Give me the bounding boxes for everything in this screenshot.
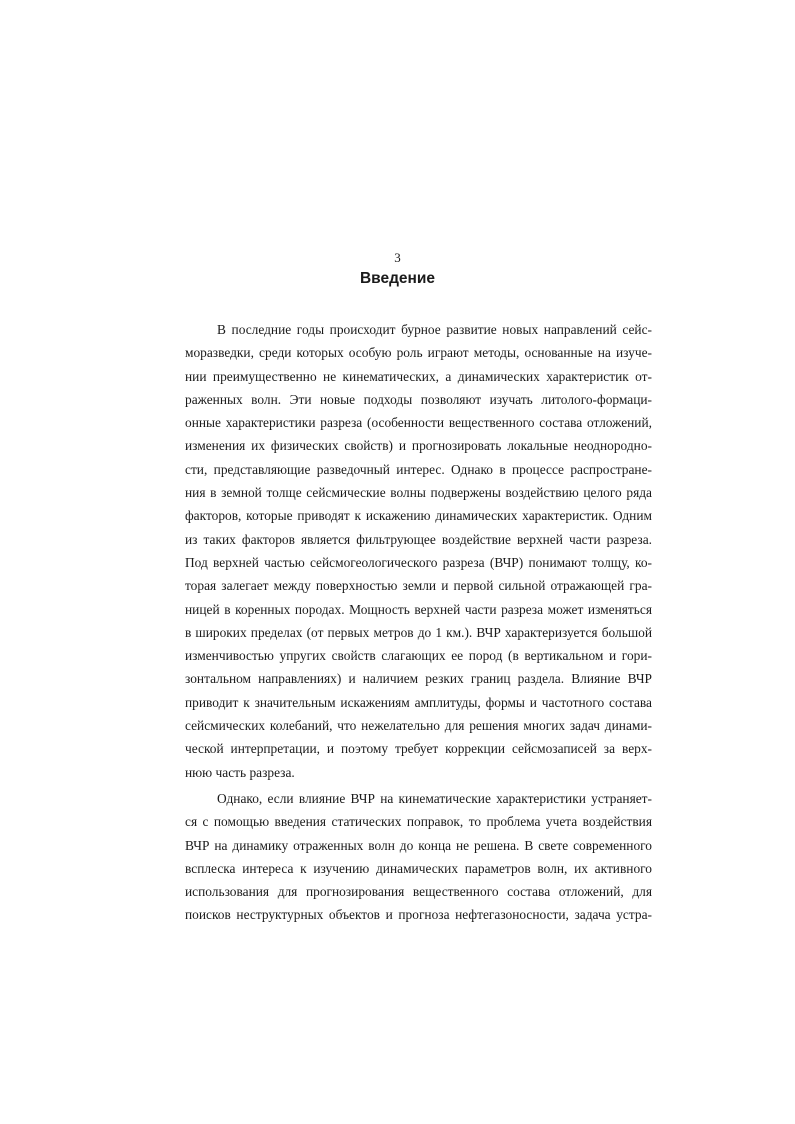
text-line: поисков неструктурных объектов и прогноза нефтегазоносности, задача устра- [185, 907, 652, 923]
text-line: онные характеристики разреза (особенности вещественного состава отложений, [185, 415, 652, 431]
text-line: из таких факторов является фильтрующее воздействие верхней части разреза. [185, 531, 652, 547]
text-line: сейсмических колебаний, что нежелательно для решения многих задач динами- [185, 718, 652, 734]
text-line: использования для прогнозирования вещественного состава отложений, для [185, 884, 652, 900]
document-body [185, 318, 652, 927]
text-line: В последние годы происходит бурное развитие новых направлений сейс- [217, 322, 652, 337]
text-line: нии преимущественно не кинематических, а динамических характеристик от- [185, 368, 652, 384]
text-line: изменения их физических свойств) и прогнозировать локальные неоднородно- [185, 438, 652, 454]
text-line: сти, представляющие разведочный интерес. Однако в процессе распростране- [185, 461, 652, 477]
text-line: ВЧР на динамику отраженных волн до конца не решена. В свете современного [185, 837, 652, 853]
paragraph-1 [185, 318, 652, 784]
text-line: ся с помощью введения статических поправок, то проблема учета воздействия [185, 814, 652, 830]
text-line: приводит к значительным искажениям амплитуды, формы и частотного состава [185, 694, 652, 710]
text-line: всплеска интереса к изучению динамических параметров волн, их активного [185, 860, 652, 876]
text-line: торая залегает между поверхностью земли и первой сильной отражающей гра- [185, 578, 652, 594]
text-line: ческой интерпретации, и поэтому требует коррекции сейсмозаписей за верх- [185, 741, 652, 757]
text-line: ния в земной толще сейсмические волны подвержены воздействию целого ряда [185, 485, 652, 501]
text-line: зонтальном направлениях) и наличием резких границ раздела. Влияние ВЧР [185, 671, 652, 687]
text-line: факторов, которые приводят к искажению динамических характеристик. Одним [185, 508, 652, 524]
paragraph-2 [185, 787, 652, 927]
text-line: изменчивостью упругих свойств слагающих ее пород (в вертикальном и гори- [185, 648, 652, 664]
text-line: ницей в коренных породах. Мощность верхней части разреза может изменяться [185, 601, 652, 617]
text-line: Однако, если влияние ВЧР на кинематические характеристики устраняет- [217, 790, 652, 806]
text-line: в широких пределах (от первых метров до 1 км.). ВЧР характеризуется большой [185, 624, 652, 640]
text-line: нюю часть разреза. [185, 764, 295, 780]
text-line: моразведки, среди которых особую роль играют методы, основанные на изуче- [185, 345, 652, 361]
text-line: раженных волн. Эти новые подходы позволяют изучать литолого-формаци- [185, 391, 652, 407]
page-title: Введение [359, 270, 436, 287]
text-line: Под верхней частью сейсмогеологического разреза (ВЧР) понимают толщу, ко- [185, 554, 652, 570]
page-number: 3 [394, 250, 401, 265]
